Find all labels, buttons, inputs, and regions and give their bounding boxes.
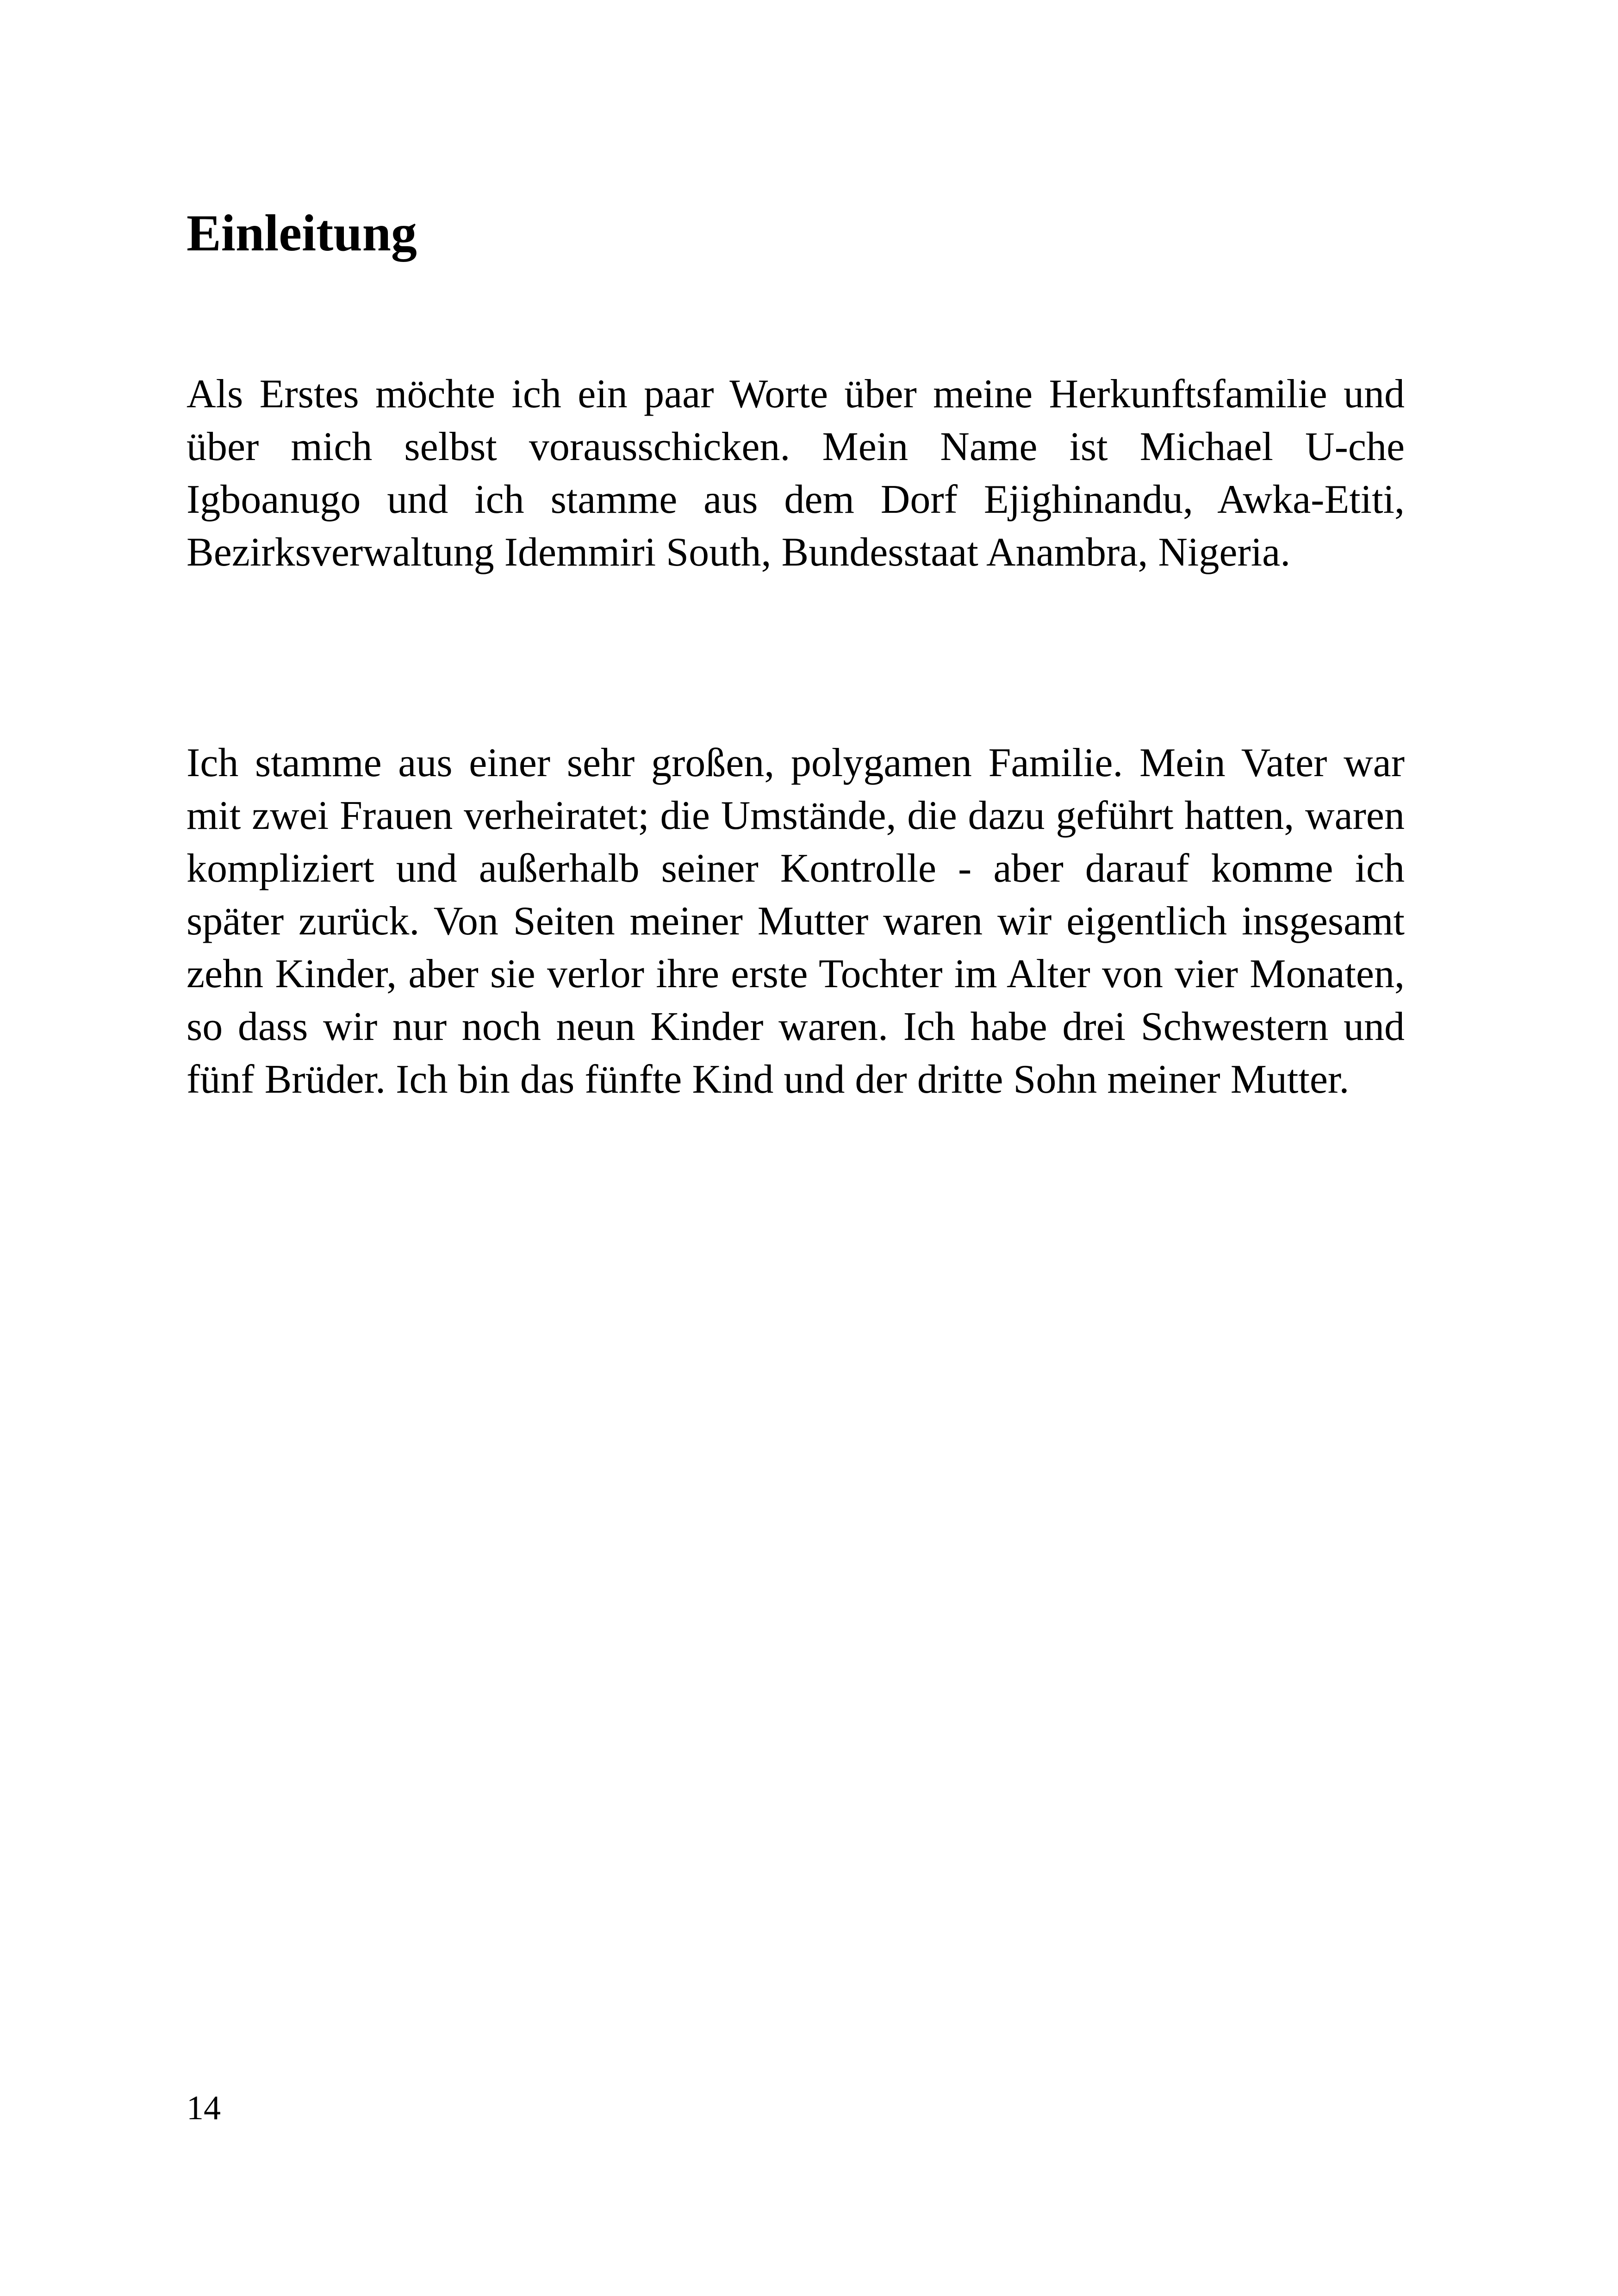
chapter-heading: Einleitung [187, 205, 417, 262]
page-number: 14 [187, 2089, 221, 2127]
paragraph-family: Ich stamme aus einer sehr großen, polygamen Familie. Mein Vater war mit zwei Frauen verheiratet; die Umstände, die dazu geführt hatten, waren kompliziert und außerhalb seiner Kontrolle - aber darauf komme ich später zurück. Von Seiten meiner Mutter waren wir eigentlich insgesamt zehn Kinder, aber sie verlor ihre erste Tochter im Alter von vier Monaten, so dass wir nur noch neun Kinder waren. Ich habe drei Schwestern und fünf Brüder. Ich bin das fünfte Kind und der dritte Sohn meiner Mutter. [187, 740, 1405, 1102]
paragraph-origin: Als Erstes möchte ich ein paar Worte über meine Herkunftsfamilie und über mich selbst vorausschicken. Mein Name ist Michael U-che Igboanugo und ich stamme aus dem Dorf Ejighinandu, Awka-Etiti, Bezirksverwaltung Idemmiri South, Bundesstaat Anambra, Nigeria. [187, 372, 1405, 575]
